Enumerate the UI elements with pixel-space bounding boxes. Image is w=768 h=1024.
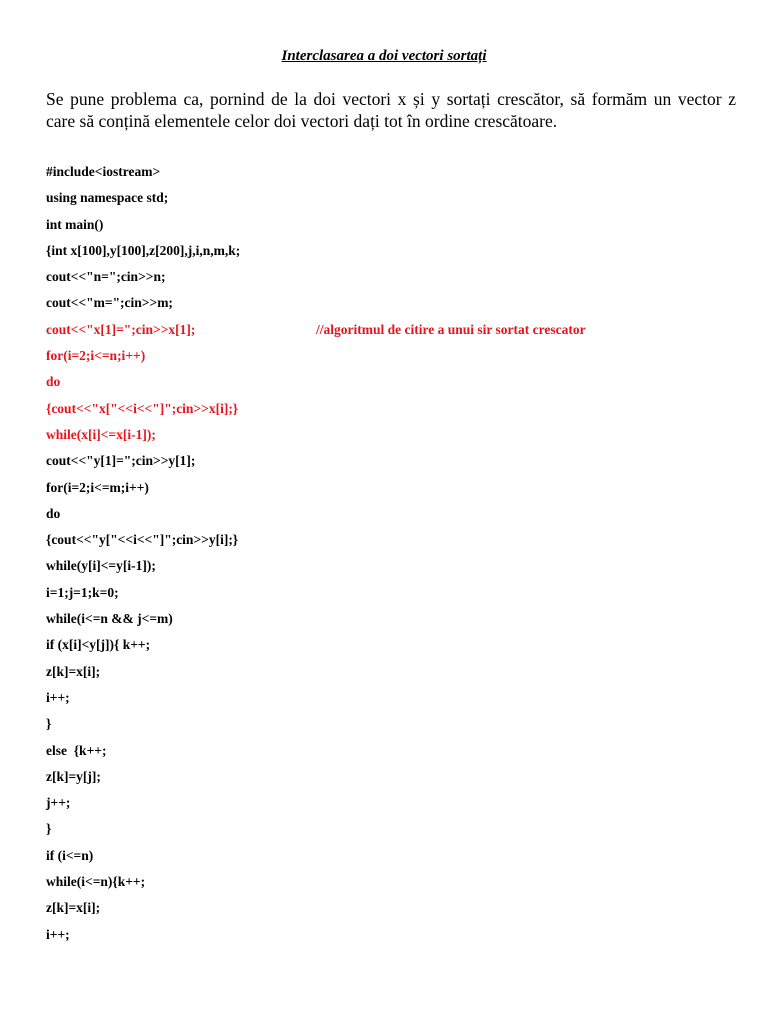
code-line <box>46 790 746 816</box>
code-text: } <box>46 821 52 837</box>
code-text: for(i=2;i<=m;i++) <box>46 479 149 495</box>
code-line <box>46 212 746 238</box>
code-text: int main() <box>46 216 104 232</box>
document-title: Interclasarea a doi vectori sortați <box>281 48 487 64</box>
code-line <box>46 159 746 185</box>
code-line <box>46 606 746 632</box>
code-line <box>46 422 746 448</box>
code-comment: //algoritmul de citire a unui sir sortat crescator <box>316 321 586 337</box>
code-text: i++; <box>46 926 70 942</box>
code-text: j++; <box>46 795 71 811</box>
intro-line-1: Se pune problema ca, pornind de la doi vectori x și y sortați crescător, să formăm un vector z <box>46 89 736 109</box>
code-line <box>46 475 746 501</box>
code-line <box>46 764 746 790</box>
code-text: while(y[i]<=y[i-1]); <box>46 558 156 574</box>
code-text: else {k++; <box>46 742 107 758</box>
code-text: #include<iostream> <box>46 164 161 179</box>
code-text: {cout<<"y["<<i<<"]";cin>>y[i];} <box>46 532 239 548</box>
code-line <box>46 816 746 842</box>
code-line <box>46 922 746 948</box>
code-text: if (i<=n) <box>46 847 94 863</box>
code-text: using namespace std; <box>46 190 169 206</box>
code-line <box>46 343 746 369</box>
code-text: z[k]=y[j]; <box>46 768 101 784</box>
code-line <box>46 553 746 579</box>
code-text: z[k]=x[i]; <box>46 900 101 916</box>
code-line <box>46 738 746 764</box>
intro-line-2: care să conțină elementele celor doi vectori dați tot în ordine crescătoare. <box>46 111 558 131</box>
code-line <box>46 369 746 395</box>
code-line <box>46 632 746 658</box>
code-text: {cout<<"x["<<i<<"]";cin>>x[i];} <box>46 400 239 416</box>
code-text: z[k]=x[i]; <box>46 663 101 679</box>
code-line <box>46 290 746 316</box>
code-line <box>46 448 746 474</box>
code-line <box>46 580 746 606</box>
code-text: } <box>46 716 52 732</box>
code-text: i=1;j=1;k=0; <box>46 584 119 600</box>
code-line <box>46 659 746 685</box>
code-text: while(x[i]<=x[i-1]); <box>46 426 156 442</box>
code-line <box>46 685 746 711</box>
code-line <box>46 501 746 527</box>
code-text: do <box>46 374 61 390</box>
intro-paragraph <box>46 88 736 132</box>
code-line <box>46 238 746 264</box>
code-text: if (x[i]<y[j]){ k++; <box>46 637 151 653</box>
code-line <box>46 527 746 553</box>
code-text: cout<<"m=";cin>>m; <box>46 295 173 311</box>
code-text: do <box>46 505 61 521</box>
code-text: while(i<=n){k++; <box>46 874 146 890</box>
code-line <box>46 895 746 921</box>
code-text: i++; <box>46 689 70 705</box>
code-line <box>46 185 746 211</box>
code-text: {int x[100],y[100],z[200],j,i,n,m,k; <box>46 242 241 258</box>
code-text: cout<<"n=";cin>>n; <box>46 269 166 285</box>
code-line <box>46 317 746 343</box>
code-text: cout<<"x[1]=";cin>>x[1]; <box>46 321 196 337</box>
code-line <box>46 396 746 422</box>
code-listing <box>46 159 746 948</box>
code-text: for(i=2;i<=n;i++) <box>46 348 146 364</box>
code-line <box>46 869 746 895</box>
code-text: cout<<"y[1]=";cin>>y[1]; <box>46 453 196 469</box>
code-line <box>46 264 746 290</box>
code-line <box>46 711 746 737</box>
code-text: while(i<=n && j<=m) <box>46 611 173 627</box>
code-line <box>46 843 746 869</box>
